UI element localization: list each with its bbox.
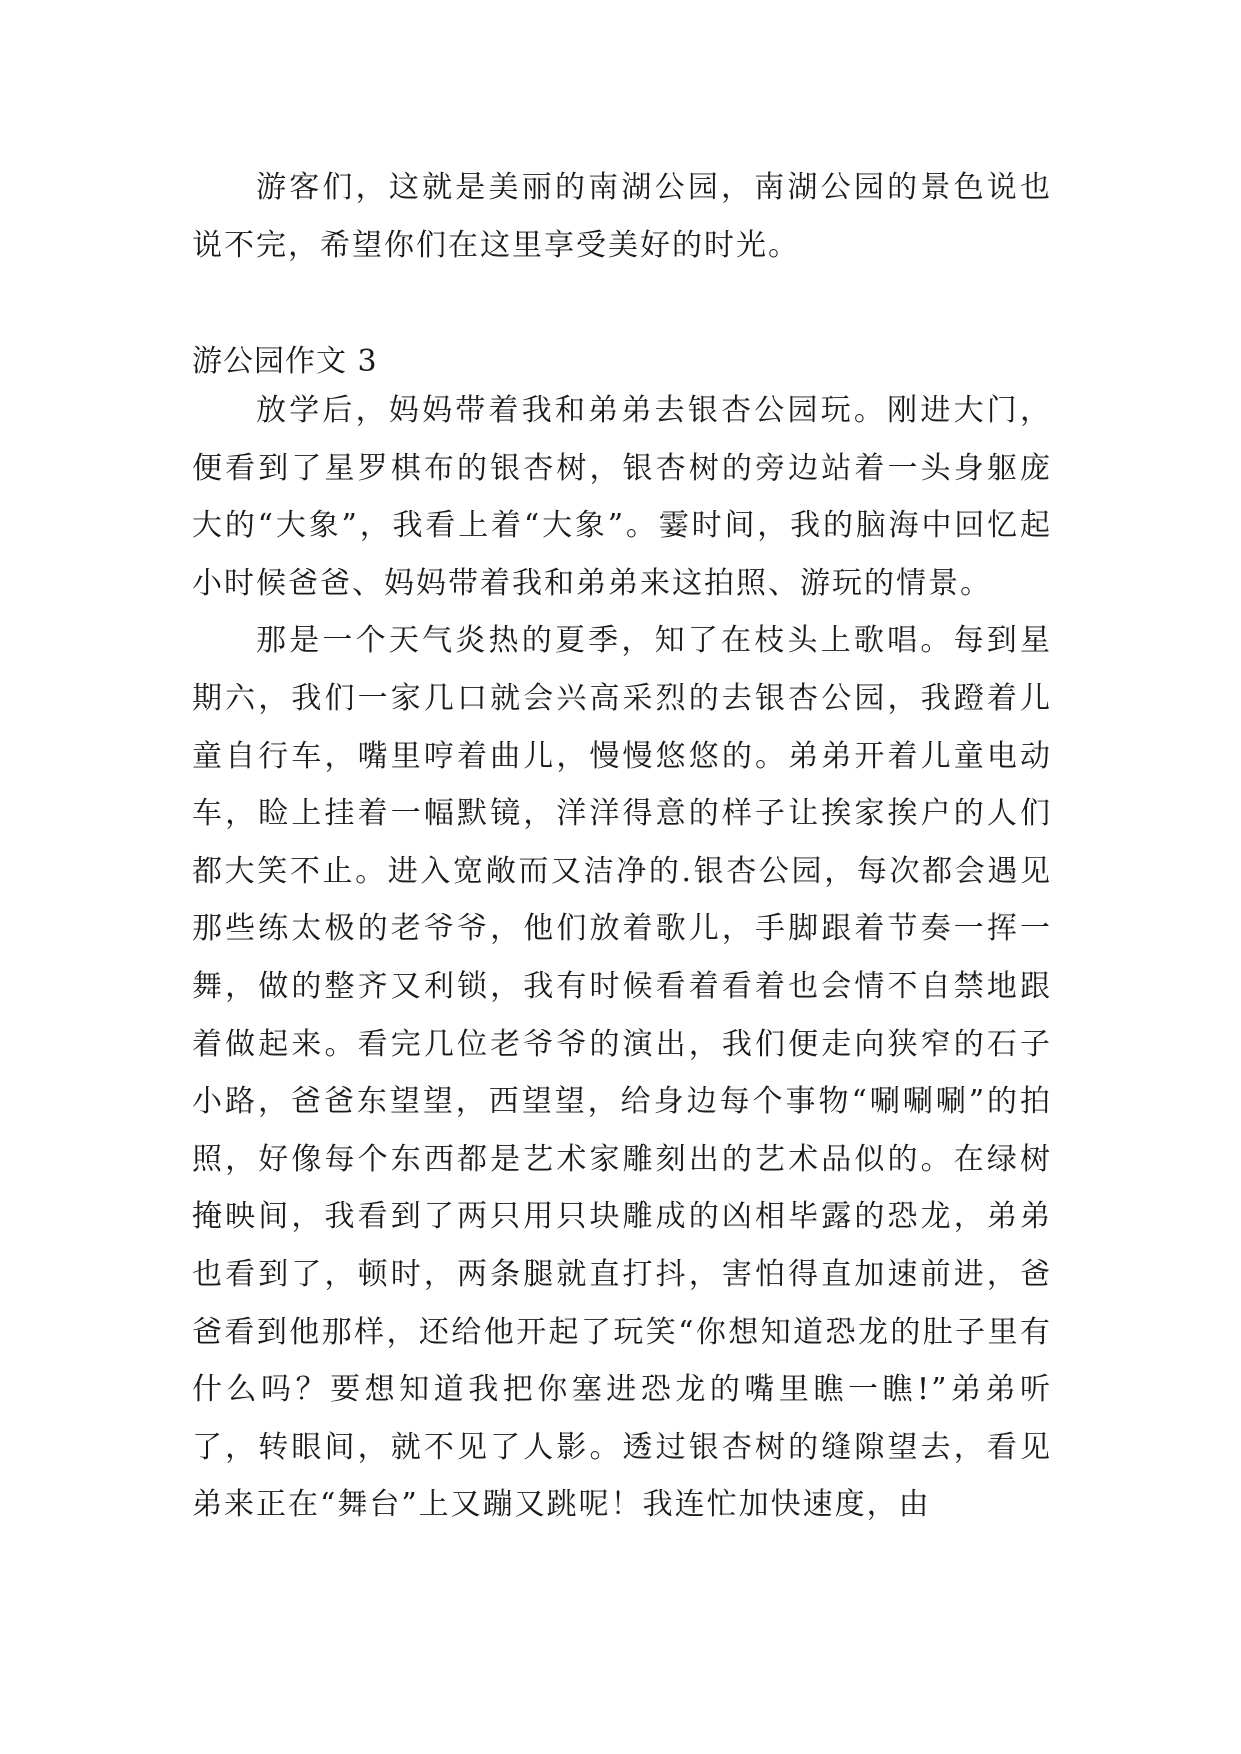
- intro-paragraph: 游客们，这就是美丽的南湖公园，南湖公园的景色说也说不完，希望你们在这里享受美好的时光。: [192, 170, 1052, 263]
- intro-section: [192, 159, 1052, 274]
- section-title: 游公园作文 3: [192, 344, 378, 379]
- essay-body: [192, 382, 1052, 1534]
- essay-paragraph-1: 放学后，妈妈带着我和弟弟去银杏公园玩。刚进大门，便看到了星罗棋布的银杏树，银杏树的旁边站着一头身躯庞大的“大象”，我看上着“大象”。霎时间，我的脑海中回忆起小时候爸爸、妈妈带着我和弟弟来这拍照、游玩的情景。: [192, 393, 1052, 601]
- essay-paragraph-2: 那是一个天气炎热的夏季，知了在枝头上歌唱。每到星期六，我们一家几口就会兴高采烈的去银杏公园，我蹬着儿童自行车，嘴里哼着曲儿，慢慢悠悠的。弟弟开着儿童电动车，睑上挂着一幅默镜，洋洋得意的样子让挨家挨户的人们都大笑不止。进入宽敞而又洁净的.银杏公园，每次都会遇见那些练太极的老爷爷，他们放着歌儿，手脚跟着节奏一挥一舞，做的整齐又利锁，我有时候看着看着也会情不自禁地跟着做起来。看完几位老爷爷的演出，我们便走向狭窄的石子小路，爸爸东望望，西望望，给身边每个事物“唰唰唰”的拍照，好像每个东西都是艺术家雕刻出的艺术品似的。在绿树掩映间，我看到了两只用只块雕成的凶相毕露的恐龙，弟弟也看到了，顿时，两条腿就直打抖，害怕得直加速前进，爸爸看到他那样，还给他开起了玩笑“你想知道恐龙的肚子里有什么吗？要想知道我把你塞进恐龙的嘴里瞧一瞧!”弟弟听了，转眼间，就不见了人影。透过银杏树的缝隙望去，看见弟来正在“舞台”上又蹦又跳呢！我连忙加快速度，由: [192, 623, 1052, 1523]
